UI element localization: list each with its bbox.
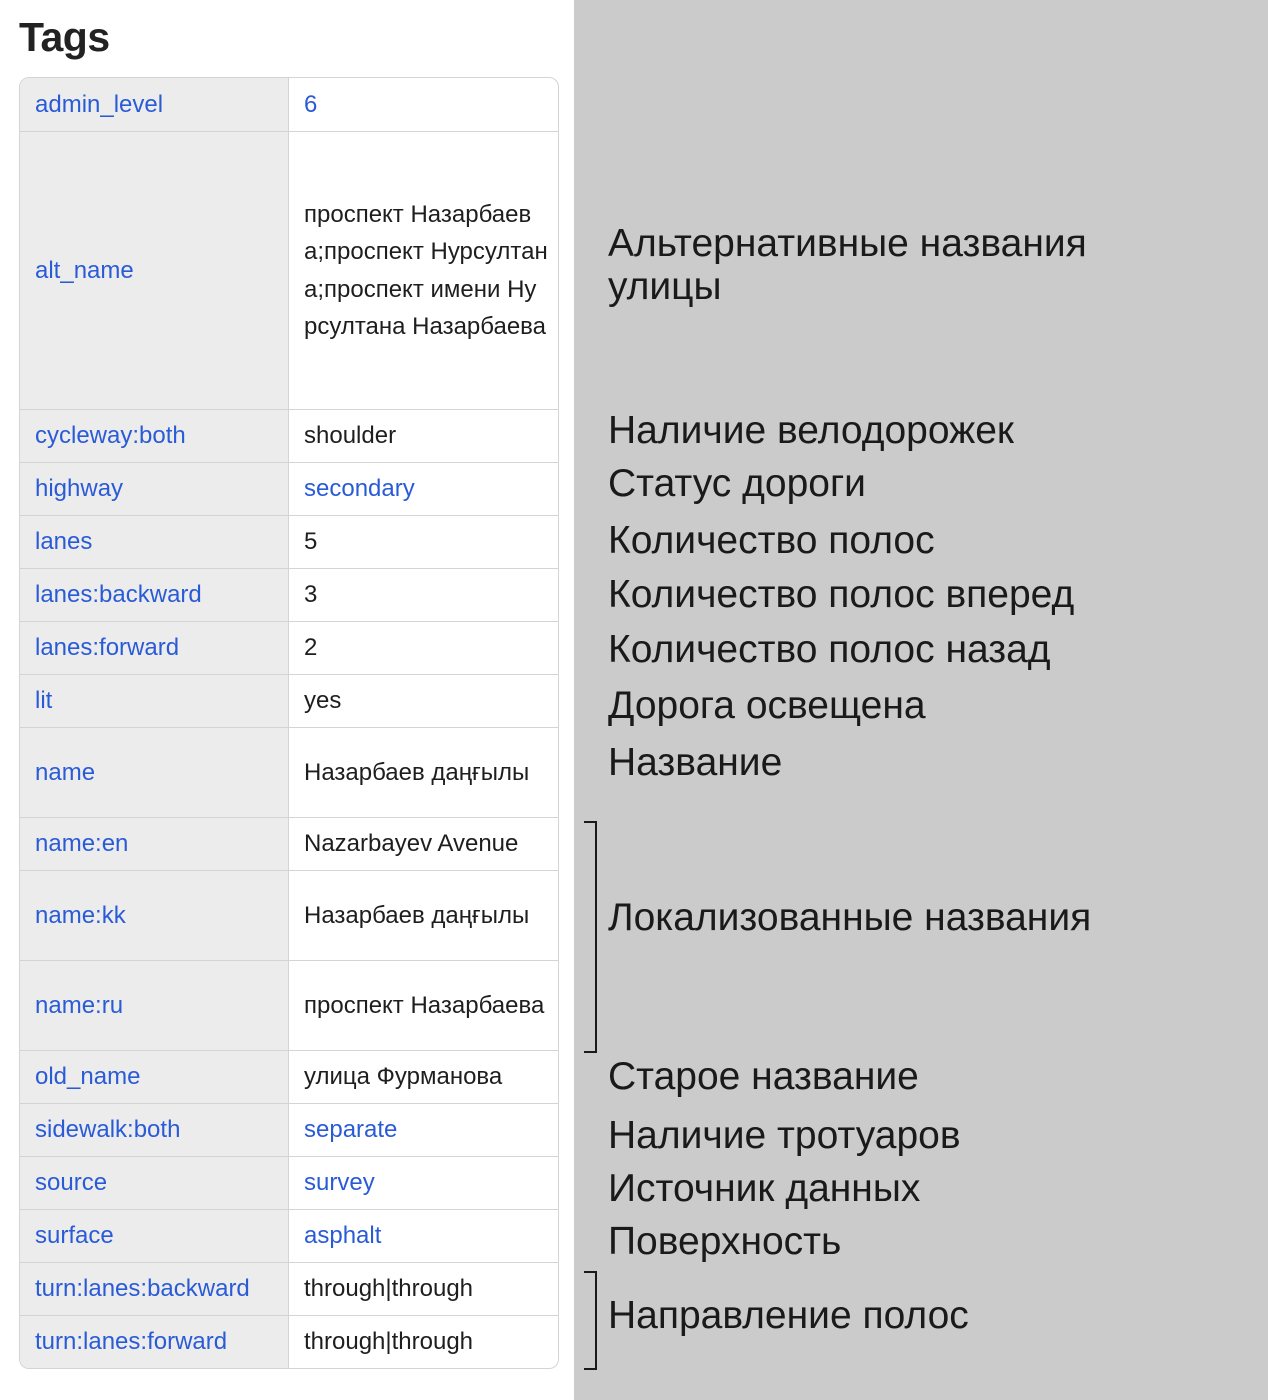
tag-row xyxy=(20,727,558,817)
localized-names-bracket xyxy=(584,821,597,1053)
tag-key-link[interactable]: lanes xyxy=(20,516,289,568)
tag-value: through|through xyxy=(304,1275,474,1303)
tag-value-link[interactable]: 6 xyxy=(304,90,318,118)
tag-key-link[interactable]: lit xyxy=(20,675,289,727)
annotation-alt-name: Альтернативные названия улицы xyxy=(608,222,1087,308)
tag-value: 5 xyxy=(304,528,318,556)
annotation-lanes: Количество полос xyxy=(608,519,935,562)
tag-key-link[interactable]: surface xyxy=(20,1210,289,1262)
tag-key-link[interactable]: turn:lanes:backward xyxy=(20,1263,289,1315)
annotation-old-name: Старое название xyxy=(608,1055,919,1098)
tag-key-link[interactable]: name xyxy=(20,728,289,817)
tag-value: yes xyxy=(304,687,342,715)
annotation-turn-lanes: Направление полос xyxy=(608,1294,969,1337)
tag-value-link[interactable]: asphalt xyxy=(304,1222,382,1250)
tag-row xyxy=(20,409,558,462)
tag-value-link[interactable]: separate xyxy=(304,1116,398,1144)
annotation-name: Название xyxy=(608,741,783,784)
tag-row xyxy=(20,515,558,568)
annotation-lanes-forward: Количество полос назад xyxy=(608,628,1051,671)
tag-value: Назарбаев даңғылы xyxy=(304,758,530,786)
tag-row xyxy=(20,1262,558,1315)
annotation-cycleway: Наличие велодорожек xyxy=(608,409,1014,452)
tag-row xyxy=(20,621,558,674)
tag-key-link[interactable]: admin_level xyxy=(20,78,289,131)
tag-value: shoulder xyxy=(304,422,397,450)
tag-row xyxy=(20,131,558,409)
tag-row xyxy=(20,1103,558,1156)
tag-key-link[interactable]: old_name xyxy=(20,1051,289,1103)
tag-key-link[interactable]: sidewalk:both xyxy=(20,1104,289,1156)
tag-row xyxy=(20,817,558,870)
tag-value: проспект Назарбаева xyxy=(304,991,545,1019)
turn-lanes-bracket xyxy=(584,1271,597,1370)
tag-value: 2 xyxy=(304,634,318,662)
tag-row xyxy=(20,870,558,960)
tag-row xyxy=(20,1315,558,1368)
annotation-highway: Статус дороги xyxy=(608,462,866,505)
tag-key-link[interactable]: name:ru xyxy=(20,961,289,1050)
annotation-surface: Поверхность xyxy=(608,1220,842,1263)
tag-key-link[interactable]: name:kk xyxy=(20,871,289,960)
tag-value-link[interactable]: survey xyxy=(304,1169,375,1197)
tag-value: Nazarbayev Avenue xyxy=(304,830,519,858)
tag-row xyxy=(20,1156,558,1209)
tag-key-link[interactable]: alt_name xyxy=(20,132,289,409)
tag-row xyxy=(20,568,558,621)
annotation-source: Источник данных xyxy=(608,1167,921,1210)
tag-value: through|through xyxy=(304,1328,474,1356)
annotation-localized-names: Локализованные названия xyxy=(608,896,1092,939)
tag-row xyxy=(20,78,558,131)
annotation-lit: Дорога освещена xyxy=(608,684,926,727)
tag-value: улица Фурманова xyxy=(304,1063,503,1091)
tag-value: 3 xyxy=(304,581,318,609)
tag-key-link[interactable]: lanes:backward xyxy=(20,569,289,621)
tag-key-link[interactable]: cycleway:both xyxy=(20,410,289,462)
tag-key-link[interactable]: highway xyxy=(20,463,289,515)
tag-key-link[interactable]: turn:lanes:forward xyxy=(20,1316,289,1368)
tag-key-link[interactable]: source xyxy=(20,1157,289,1209)
annotation-sidewalk: Наличие тротуаров xyxy=(608,1114,961,1157)
tags-table xyxy=(19,77,559,1369)
page-title: Tags xyxy=(19,14,110,60)
tag-value: Назарбаев даңғылы xyxy=(304,901,530,929)
tag-row xyxy=(20,462,558,515)
tag-key-link[interactable]: lanes:forward xyxy=(20,622,289,674)
tags-panel xyxy=(0,0,574,1400)
tag-value: проспект Назарбаева;проспект Нурсултана;проспект имени Нурсултана Назарбаева xyxy=(304,200,548,340)
tag-row xyxy=(20,1209,558,1262)
tag-key-link[interactable]: name:en xyxy=(20,818,289,870)
tag-value-link[interactable]: secondary xyxy=(304,475,415,503)
tag-row xyxy=(20,1050,558,1103)
annotation-lanes-backward: Количество полос вперед xyxy=(608,573,1075,616)
tag-row xyxy=(20,674,558,727)
tag-row xyxy=(20,960,558,1050)
